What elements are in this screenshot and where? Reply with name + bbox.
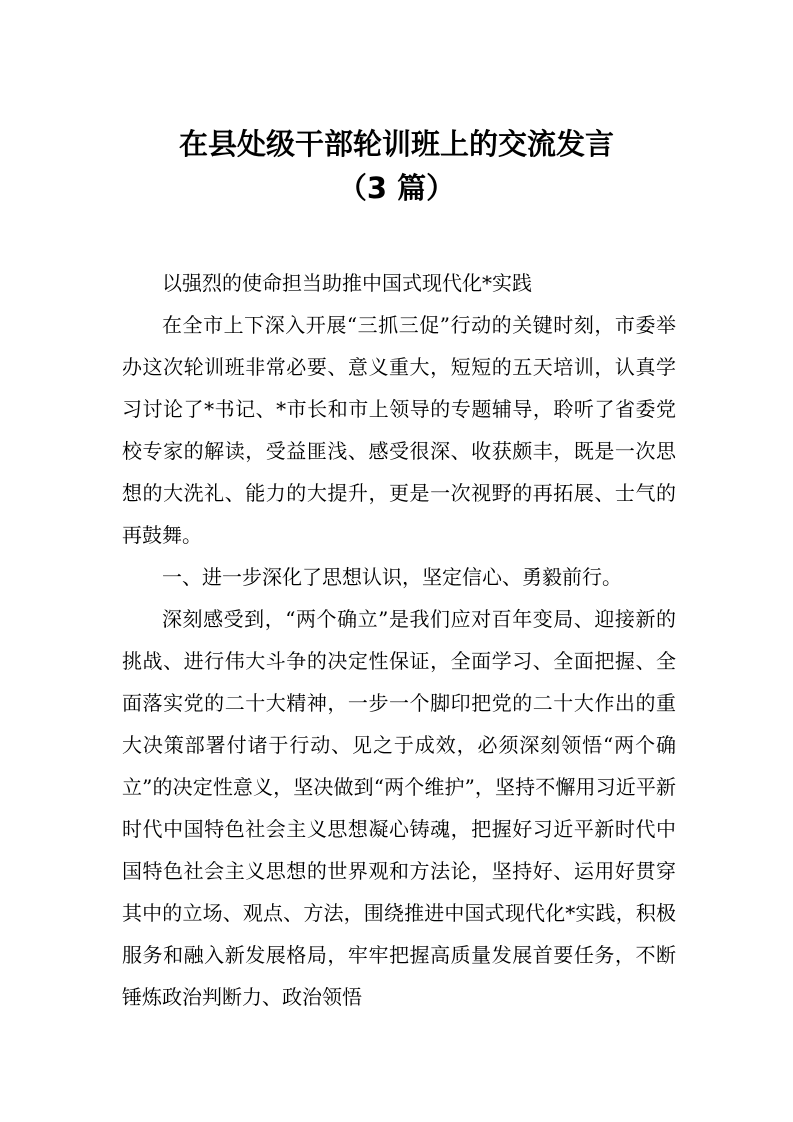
paragraph-body: 深刻感受到，“两个确立”是我们应对百年变局、迎接新的挑战、进行伟大斗争的决定性保证，全面学习、全面把握、全面落实党的二十大精神，一步一个脚印把党的二十大作出的重大决策部署付诸于行动、见之于成效，必须深刻领悟“两个确立”的决定性意义，坚决做到“两个维护”，坚持不懈用习近平新时代中国特色社会主义思想凝心铸魂，把握好习近平新时代中国特色社会主义思想的世界观和方法论，坚持好、运用好贯穿其中的立场、观点、方法，围绕推进中国式现代化*实践，积极服务和融入新发展格局，牢牢把握高质量发展首要任务，不断锤炼政治判断力、政治领悟 [122,607,676,1009]
paragraph-intro: 在全市上下深入开展“三抓三促”行动的关键时刻，市委举办这次轮训班非常必要、意义重大，短短的五天培训，认真学习讨论了*书记、*市长和市上领导的专题辅导，聆听了省委党校专家的解读，受益匪浅、感受很深、收获颇丰，既是一次思想的大洗礼、能力的大提升，更是一次视野的再拓展、士气的再鼓舞。 [122,313,676,547]
paragraph-section-heading: 一、进一步深化了思想认识，坚定信心、勇毅前行。 [162,565,622,589]
paragraph-heading: 以强烈的使命担当助推中国式现代化*实践 [162,271,532,295]
document-subtitle: （3 篇） [337,171,456,205]
document-body [122,262,676,1018]
document-title: 在县处级干部轮训班上的交流发言 [178,127,614,161]
